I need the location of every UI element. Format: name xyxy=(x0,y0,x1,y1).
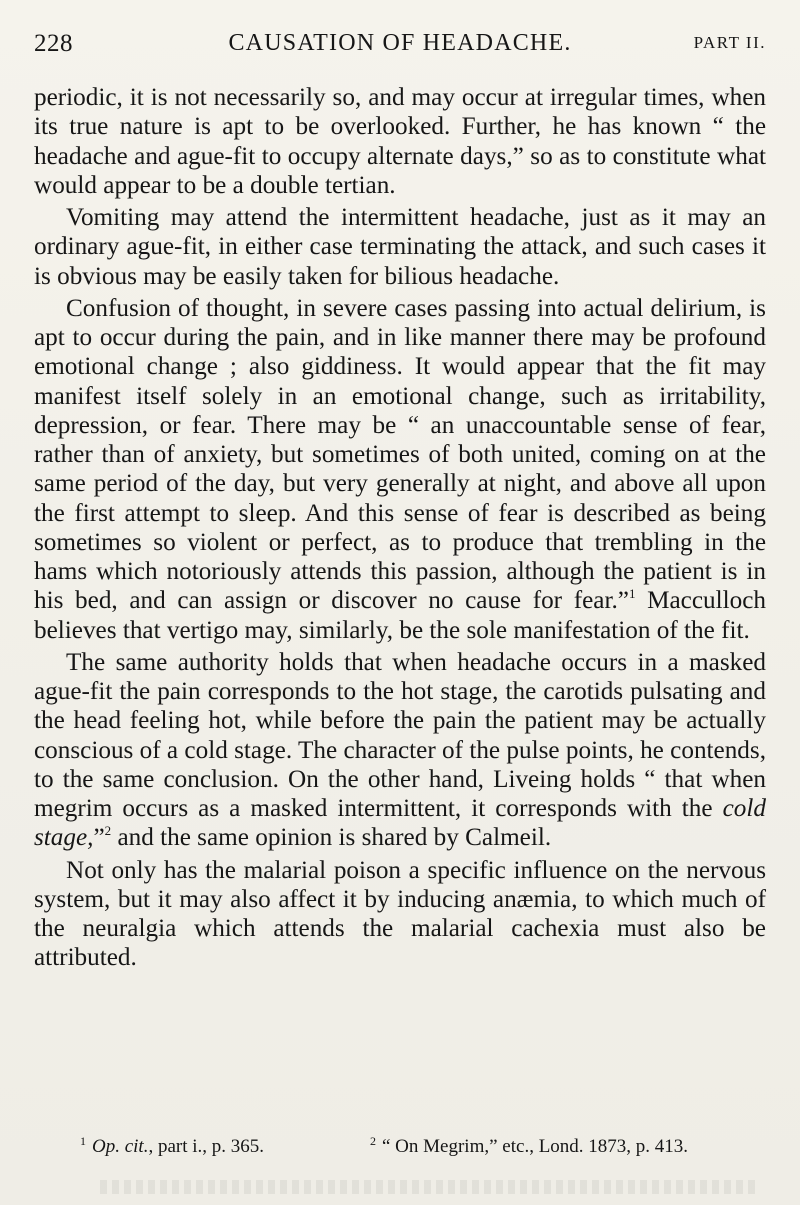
paragraph-text: The same authority holds that when headache occurs in a masked ague-fit the pain corresponds to the hot stage, the carotids pulsating and the head feeling hot, while before the pain the patient may be actually conscious of a cold stage. The character of the pulse points, he contends, to the same conclusion. On the other hand, Liveing holds “ that when megrim occurs as a masked intermittent, it corresponds with the xyxy=(34,648,766,822)
paragraph-2 xyxy=(34,203,766,291)
body-text xyxy=(34,83,766,973)
paragraph-text: periodic, it is not necessarily so, and may occur at irregular times, when its true nature is apt to be overlooked. Further, he has known “ the headache and ague-fit to occupy alternate days,” so as to constitute what would appear to be a double tertian. xyxy=(34,84,766,199)
footnote-2 xyxy=(370,1136,688,1158)
footnote-text: “ On Megrim,” etc., Lond. 1873, p. 413. xyxy=(382,1136,689,1157)
footnote-text: , part i., p. 365. xyxy=(148,1136,265,1157)
paragraph-text: Not only has the malarial poison a specific influence on the nervous system, but it may also affect it by inducing anæmia, to which much of the neuralgia which attends the malarial cachexia must also be attributed. xyxy=(34,856,766,972)
footnote-1 xyxy=(80,1136,264,1158)
bleed-through-shadow xyxy=(100,1180,760,1194)
paragraph-text: Confusion of thought, in severe cases passing into actual delirium, is apt to occur during the pain, and in like manner there may be profound emotional change ; also giddiness. It would appear that the fit may manifest itself solely in an emotional change, such as irritability, depression, or fear. There may be “ an unaccountable sense of fear, rather than of anxiety, but sometimes of both united, coming on at the same period of the day, but very generally at night, and above all upon the first attempt to sleep. And this sense of fear is described as being sometimes so violent or perfect, as to produce that trembling in the hams which notoriously attends this passion, although the patient is in his bed, and can assign or discover no cause for fear.” xyxy=(34,294,766,615)
footnote-marker: 2 xyxy=(370,1134,376,1148)
footnote-ref-1: 1 xyxy=(628,586,636,602)
page-number: 228 xyxy=(34,30,73,57)
paragraph-text: Macculloch believes that vertigo may, similarly, be the sole manifestation of the fit. xyxy=(34,587,767,644)
page-header xyxy=(34,30,766,60)
footnote-ref-2: 2 xyxy=(104,823,112,839)
paragraph-text: Vomiting may attend the intermittent headache, just as it may an ordinary ague-fit, in either case terminating the attack, and such cases it is obvious may be easily taken for bilious headache. xyxy=(34,204,766,290)
footnote-italic: Op. cit. xyxy=(92,1136,149,1157)
italic-text: cold stage, xyxy=(34,795,766,852)
paragraph-5 xyxy=(34,856,766,973)
paragraph-text: ” xyxy=(93,824,105,852)
footnote-marker: 1 xyxy=(80,1134,86,1148)
paragraph-1 xyxy=(34,83,766,200)
paragraph-3 xyxy=(34,294,766,645)
paragraph-text: and the same opinion is shared by Calmeil. xyxy=(111,824,552,852)
running-title: CAUSATION OF HEADACHE. xyxy=(228,30,572,56)
part-label: PART II. xyxy=(693,33,766,52)
paragraph-4 xyxy=(34,648,766,853)
